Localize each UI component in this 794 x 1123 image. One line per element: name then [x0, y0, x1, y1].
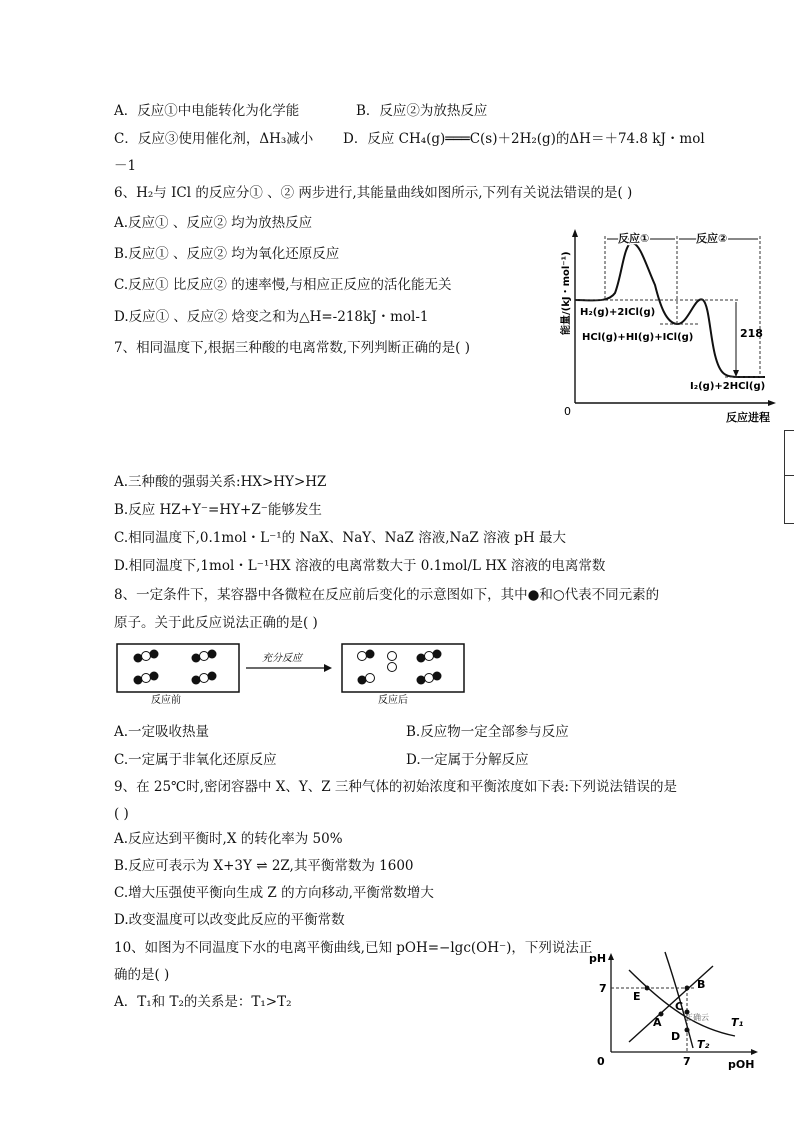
q8-option-c: C.一定属于非氧化还原反应 — [114, 752, 277, 768]
q7-stem: 7、相同温度下,根据三种酸的电离常数,下列判断正确的是( ) — [114, 340, 470, 356]
q5-option-d-continued: －1 — [114, 158, 137, 174]
point-d — [685, 1028, 690, 1033]
before-box — [117, 644, 239, 692]
q8-option-a: A.一定吸收热量 — [114, 724, 210, 740]
after-box — [342, 644, 464, 692]
q8-option-d: D.一定属于分解反应 — [406, 752, 529, 768]
point-e-label: E — [633, 990, 641, 1003]
ph-tick-7: 7 — [599, 982, 607, 995]
t1-label: T₁ — [731, 1016, 744, 1029]
point-b — [685, 986, 690, 991]
energy-axis-label: 能量/(kJ・mol⁻¹) — [561, 251, 572, 335]
edge-table-fragment — [784, 430, 794, 524]
q6-option-b: B.反应① 、反应② 均为氧化还原反应 — [114, 246, 340, 262]
q9-option-c: C.增大压强使平衡向生成 Z 的方向移动,平衡常数增大 — [114, 885, 434, 901]
ph-poh-diagram — [585, 948, 765, 1076]
q6-option-a: A.反应① 、反应② 均为放热反应 — [114, 215, 313, 231]
q5-option-a: A．反应①中电能转化为化学能 — [114, 103, 300, 119]
q6-option-c: C.反应① 比反应② 的速率慢,与相应正反应的活化能无关 — [114, 277, 452, 293]
point-c-label: C — [675, 1000, 684, 1013]
q10-stem-line2: 确的是( ) — [114, 967, 170, 983]
point-a-label: A — [653, 1016, 662, 1029]
q9-option-b: B.反应可表示为 X+3Y ⇌ 2Z,其平衡常数为 1600 — [114, 858, 414, 874]
q6-option-d: D.反应① 、反应② 焓变之和为△H=-218kJ・mol-1 — [114, 309, 429, 325]
q7-option-b: B.反应 HZ+Y⁻=HY+Z⁻能够发生 — [114, 502, 322, 518]
energy-origin-label: 0 — [564, 405, 571, 418]
energy-profile-diagram — [560, 225, 780, 425]
t2-label: T₂ — [697, 1038, 710, 1051]
q8-stem-line2: 原子。关于此反应说法正确的是( ) — [114, 615, 318, 631]
particle-diagram — [116, 643, 472, 705]
stage-1-label: 反应① — [618, 232, 650, 245]
q10-stem-line1: 10、如图为不同温度下水的电离平衡曲线,已知 pOH=−lgc(OH⁻)，下列说法正 — [114, 940, 593, 956]
point-d-label: D — [671, 1030, 681, 1043]
q9-option-a: A.反应达到平衡时,X 的转化率为 50% — [114, 831, 343, 847]
state-intermediate-label: HCl(g)+HI(g)+ICl(g) — [582, 332, 694, 343]
point-b-label: B — [697, 978, 706, 991]
state-products-label: I₂(g)+2HCl(g) — [690, 381, 766, 392]
watermark: 正确云 — [685, 1013, 709, 1022]
q5-option-b: B．反应②为放热反应 — [356, 103, 488, 119]
q8-option-b: B.反应物一定全部参与反应 — [406, 724, 569, 740]
q9-stem-line2: ( ) — [114, 806, 129, 822]
before-label: 反应前 — [151, 695, 181, 705]
poh-axis-label: pOH — [728, 1058, 755, 1071]
q7-option-a: A.三种酸的强弱关系:HX>HY>HZ — [114, 474, 327, 490]
q6-stem: 6、H₂与 ICl 的反应分① 、② 两步进行,其能量曲线如图所示,下列有关说法错误的是( ) — [114, 185, 633, 201]
ph-axis-label: pH — [589, 952, 607, 965]
q7-option-d: D.相同温度下,1mol・L⁻¹HX 溶液的电离常数大于 0.1mol/L HX 溶液的电离常数 — [114, 558, 606, 574]
progress-axis-label: 反应进程 — [726, 411, 770, 424]
poh-tick-7: 7 — [683, 1055, 691, 1068]
q9-stem-line1: 9、在 25℃时,密闭容器中 X、Y、Z 三种气体的初始浓度和平衡浓度如下表:下列说法错误的是 — [114, 779, 677, 795]
q5-option-c: C．反应③使用催化剂，ΔH₃减小 — [114, 131, 314, 147]
after-label: 反应后 — [378, 695, 408, 705]
reaction-arrow-label: 充分反应 — [262, 653, 302, 664]
state-reactants-label: H₂(g)+2ICl(g) — [580, 307, 656, 318]
q8-stem-line1: 8、一定条件下，某容器中各微粒在反应前后变化的示意图如下，其中●和○代表不同元素的 — [114, 587, 660, 603]
q7-option-c: C.相同温度下,0.1mol・L⁻¹的 NaX、NaY、NaZ 溶液,NaZ 溶液 pH 最大 — [114, 530, 567, 546]
q10-option-a: A．T₁和 T₂的关系是：T₁>T₂ — [114, 994, 292, 1010]
stage-2-label: 反应② — [696, 232, 728, 245]
delta-h-label: 218 — [740, 327, 763, 340]
point-e — [645, 986, 650, 991]
origin-label: 0 — [597, 1055, 605, 1068]
q9-option-d: D.改变温度可以改变此反应的平衡常数 — [114, 912, 345, 928]
q5-option-d: D．反应 CH₄(g)═══C(s)＋2H₂(g)的ΔH＝＋74.8 kJ・mol — [343, 131, 705, 147]
